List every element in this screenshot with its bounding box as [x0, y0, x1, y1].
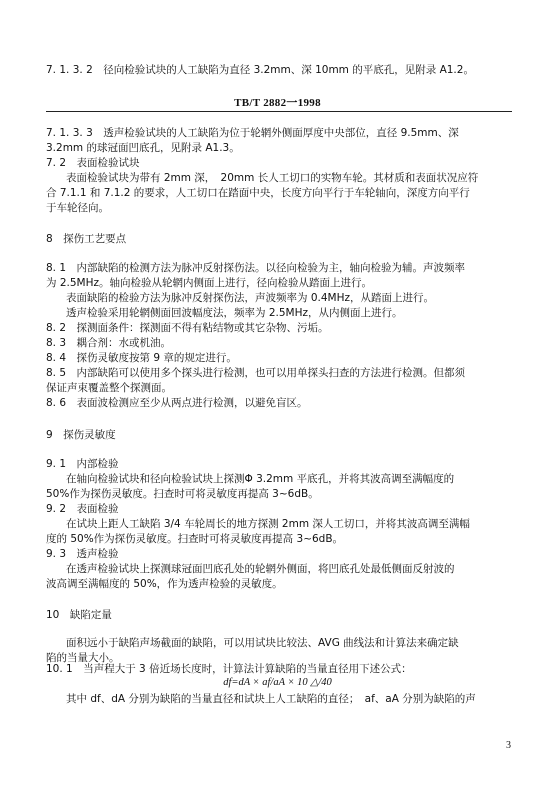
text-line: 于车轮径向。 — [46, 202, 109, 214]
clause-8-4: 8. 4 探伤灵敏度按第 9 章的规定进行。 — [46, 352, 237, 364]
text-line: 保证声束覆盖整个探测面。 — [46, 382, 172, 394]
clause-10-1: 10. 1 当声程大于 3 倍近场长度时，计算法计算缺陷的当量直径用下述公式： — [46, 663, 412, 675]
clause-8-2: 8. 2 探测面条件：探测面不得有粘结物或其它杂物、污垢。 — [46, 322, 329, 334]
section-10-heading: 10 缺陷定量 — [46, 609, 112, 621]
running-header: TB/T 2882一1998 — [234, 97, 321, 109]
text-line: 在试块上距人工缺陷 3/4 车轮周长的地方探测 2mm 深人工切口，并将其波高调至满幅 — [66, 518, 470, 530]
page-number: 3 — [506, 740, 511, 751]
clause-8-1: 8. 1 内部缺陷的检测方法为脉冲反射探伤法。以径向检验为主，轴向检验为辅。声波频率 — [46, 262, 466, 274]
header-rule — [46, 111, 512, 112]
clause-8-6: 8. 6 表面波检测应至少从两点进行检测，以避免盲区。 — [46, 397, 308, 409]
text-line: 50%作为探伤灵敏度。扫查时可将灵敏度再提高 3~6dB。 — [46, 488, 319, 500]
text-line: 其中 df、dA 分别为缺陷的当量直径和试块上人工缺陷的直径； af、aA 分别为缺陷的声 — [66, 693, 476, 705]
text-line: 3.2mm 的球冠面凹底孔，见附录 A1.3。 — [46, 142, 240, 154]
clause-9-1-heading: 9. 1 内部检验 — [46, 458, 119, 470]
clause-9-2-heading: 9. 2 表面检验 — [46, 503, 119, 515]
text-line: 为 2.5MHz。轴向检验从轮辋内侧面上进行，径向检验从踏面上进行。 — [46, 277, 373, 289]
text-line: 透声检验采用轮辋侧面回波幅度法，频率为 2.5MHz，从内侧面上进行。 — [66, 307, 403, 319]
clause-8-5: 8. 5 内部缺陷可以使用多个探头进行检测，也可以用单探头扫查的方法进行检测。但都须 — [46, 367, 466, 379]
text-line: 在透声检验试块上探测球冠面凹底孔处的轮辋外侧面，将凹底孔处最低侧面反射波的 — [66, 563, 455, 575]
text-line: 表面缺陷的检验方法为脉冲反射探伤法，声波频率为 0.4MHz，从踏面上进行。 — [66, 292, 435, 304]
section-8-heading: 8 探伤工艺要点 — [46, 233, 127, 245]
clause-7-2-heading: 7. 2 表面检验试块 — [46, 157, 140, 169]
text-line: 面积远小于缺陷声场截面的缺陷，可以用试块比较法、AVG 曲线法和计算法来确定缺 — [66, 637, 459, 649]
formula: df=dA × af/aA × 10 △/40 — [223, 677, 332, 688]
clause-8-3: 8. 3 耦合剂：水或机油。 — [46, 337, 172, 349]
text-line: 合 7.1.1 和 7.1.2 的要求，人工切口在踏面中央，长度方向平行于车轮轴向，深度方向平行 — [46, 187, 470, 199]
text-line: 度的 50%作为探伤灵敏度。扫查时可将灵敏度再提高 3~6dB。 — [46, 533, 344, 545]
section-9-heading: 9 探伤灵敏度 — [46, 429, 116, 441]
text-line: 在轴向检验试块和径向检验试块上探测Φ 3.2mm 平底孔，并将其波高调至满幅度的 — [66, 473, 455, 485]
clause-9-3-heading: 9. 3 透声检验 — [46, 548, 119, 560]
clause-7-1-3-3: 7. 1. 3. 3 透声检验试块的人工缺陷为位于轮辋外侧面厚度中央部位，直径 9.5mm、深 — [46, 127, 459, 139]
text-line: 波高调至满幅度的 50%，作为透声检验的灵敏度。 — [46, 578, 283, 590]
text-line: 陷的当量大小。 — [46, 652, 120, 664]
clause-7-1-3-2: 7. 1. 3. 2 径向检验试块的人工缺陷为直径 3.2mm、深 10mm 的平底孔，见附录 A1.2。 — [46, 64, 474, 76]
text-line: 表面检验试块为带有 2mm 深， 20mm 长人工切口的实物车轮。其材质和表面状况应符 — [66, 172, 479, 184]
